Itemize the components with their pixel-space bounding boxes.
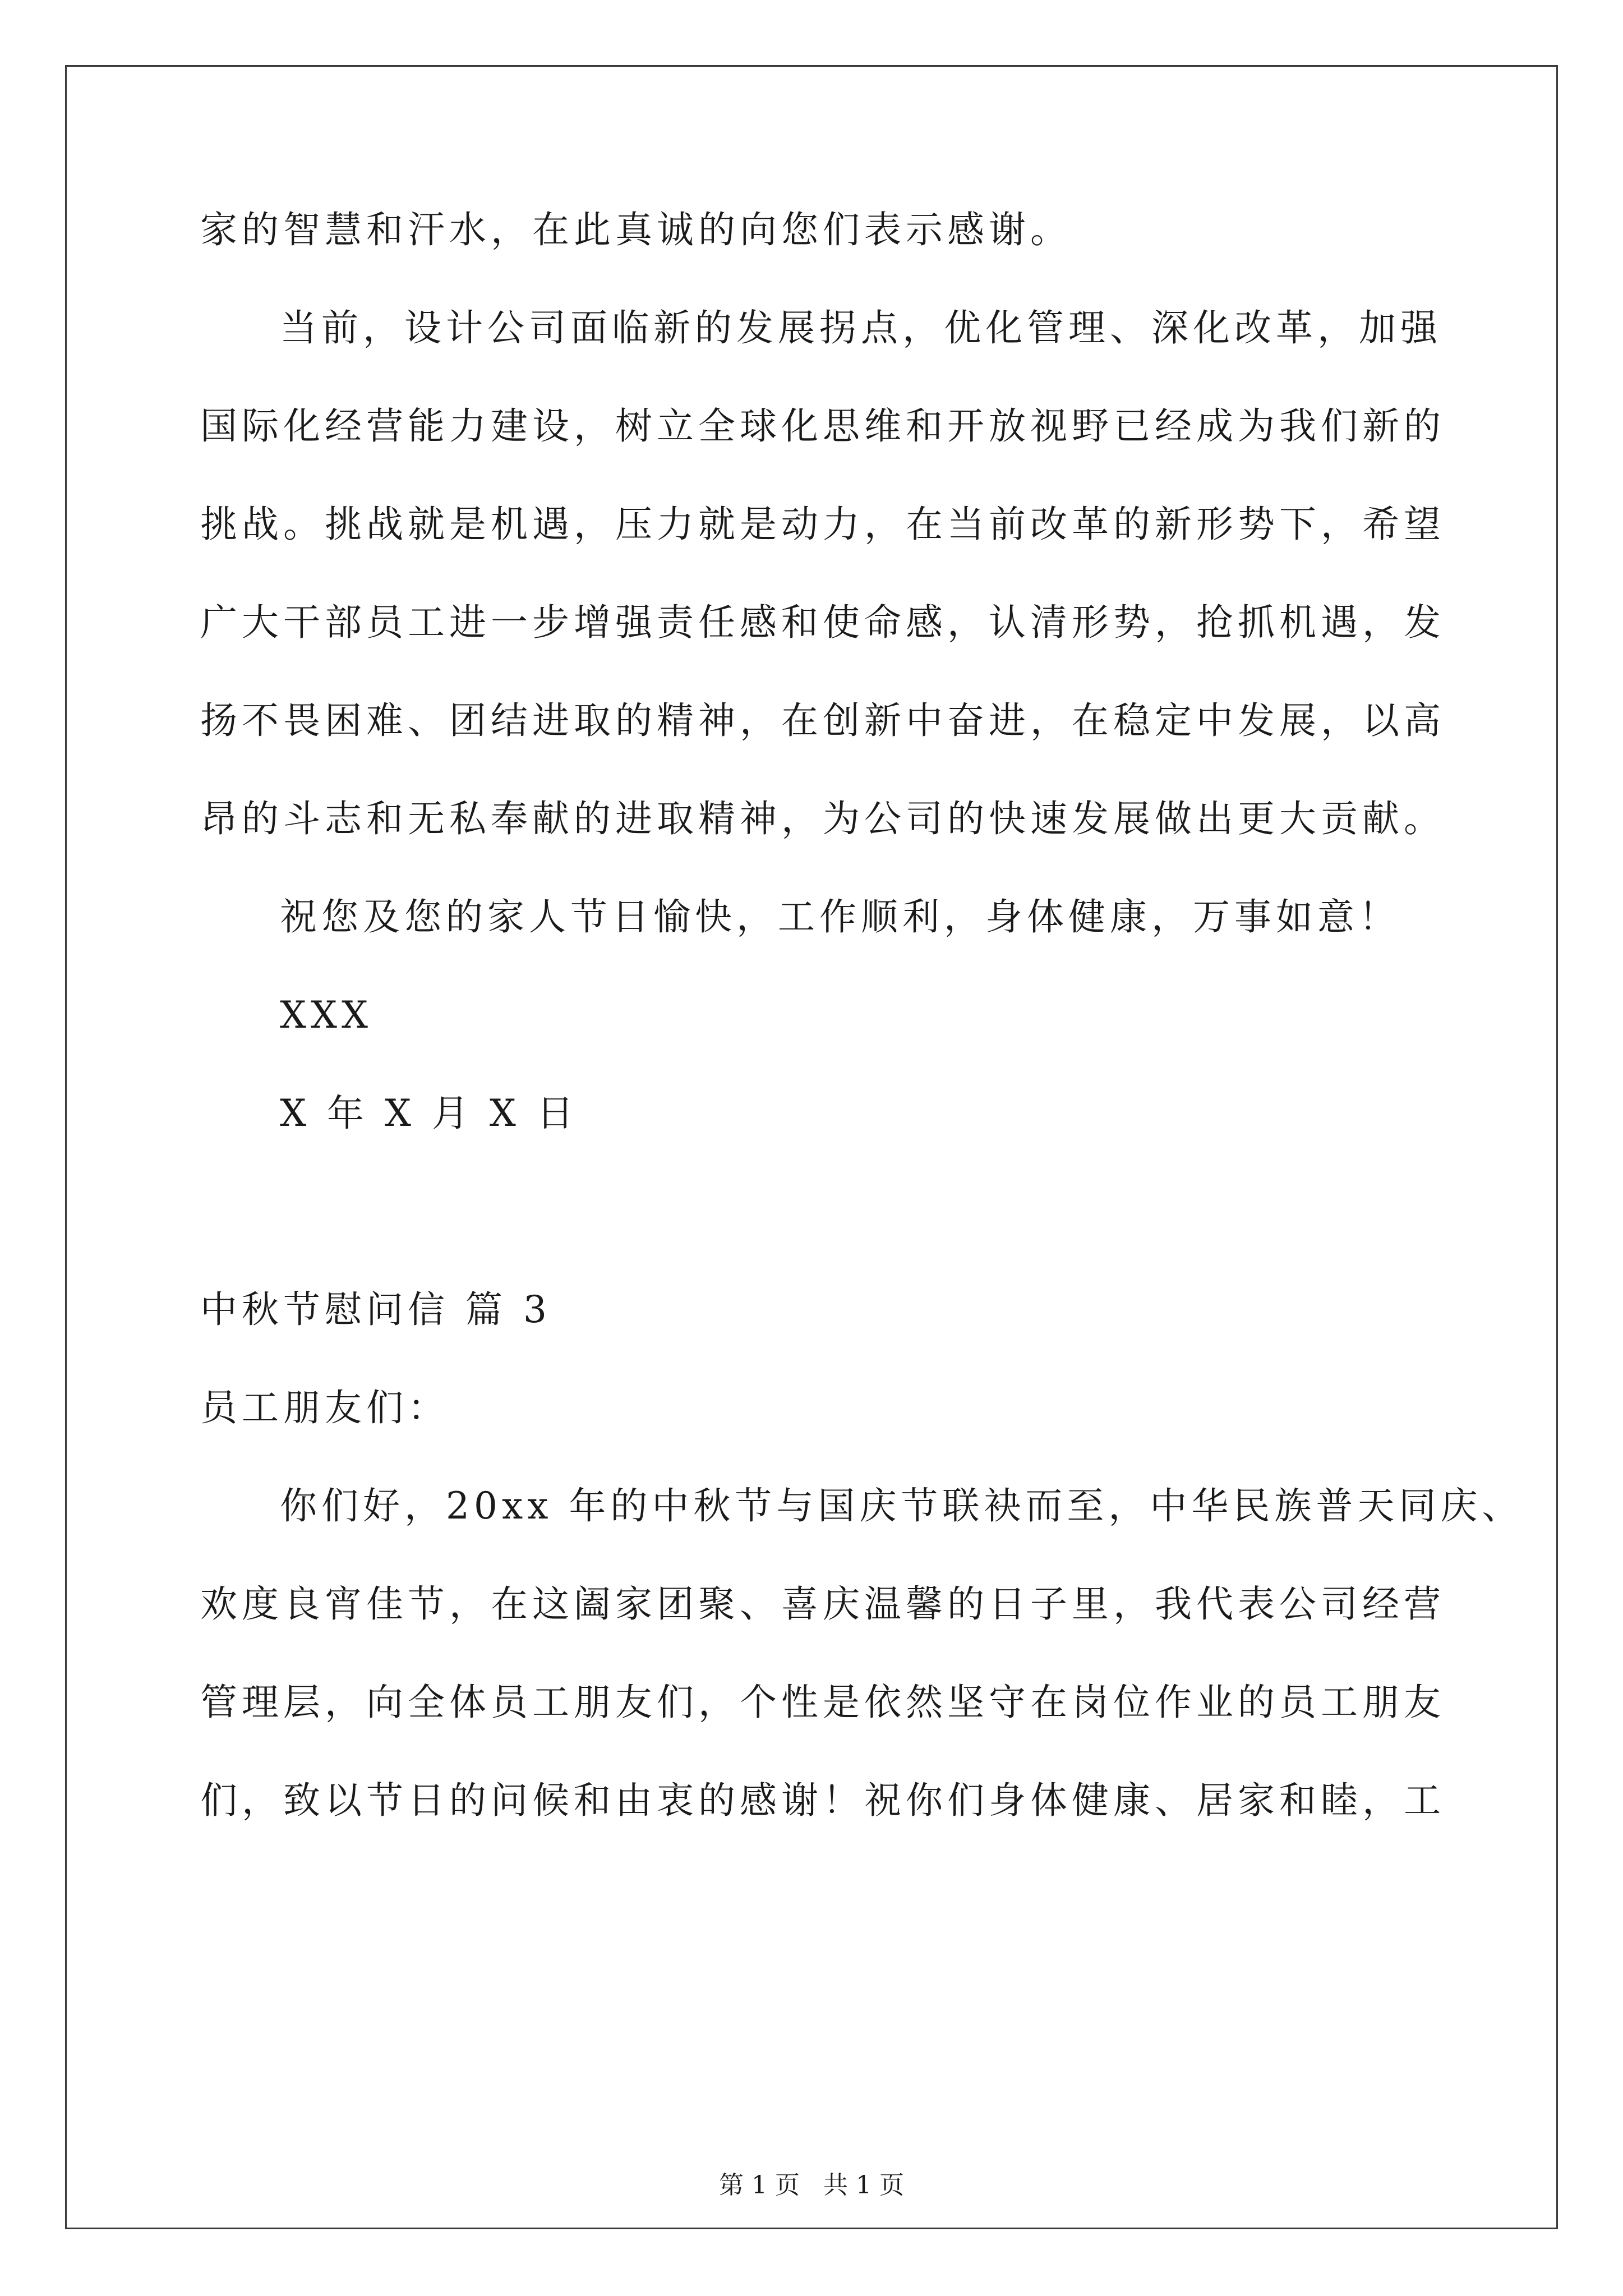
page-footer <box>0 2170 1623 2201</box>
section-title: 中秋节慰问信 篇 3 <box>200 1288 551 1331</box>
page-total: 共 1 页 <box>823 2171 904 2200</box>
paragraph-line: 挑战。挑战就是机遇，压力就是动力，在当前改革的新形势下，希望 <box>200 503 1445 546</box>
signature: XXX <box>280 993 372 1037</box>
greeting-line: 祝您及您的家人节日愉快，工作顺利，身体健康，万事如意！ <box>280 895 1400 938</box>
salutation: 员工朋友们： <box>200 1386 449 1429</box>
paragraph-line: 当前，设计公司面临新的发展拐点，优化管理、深化改革，加强 <box>280 306 1442 349</box>
paragraph-line: 家的智慧和汗水，在此真诚的向您们表示感谢。 <box>200 208 1072 251</box>
paragraph-line: 欢度良宵佳节，在这阖家团聚、喜庆温馨的日子里，我代表公司经营 <box>200 1582 1445 1626</box>
date-line: X 年 X 月 X 日 <box>280 1092 578 1135</box>
page-number: 第 1 页 <box>719 2171 800 2200</box>
paragraph-line: 扬不畏困难、团结进取的精神，在创新中奋进，在稳定中发展，以高 <box>200 699 1445 742</box>
page-border <box>65 65 1558 2229</box>
paragraph-line: 昂的斗志和无私奉献的进取精神，为公司的快速发展做出更大贡献。 <box>200 797 1445 840</box>
paragraph-line: 你们好，20xx 年的中秋节与国庆节联袂而至，中华民族普天同庆、 <box>280 1484 1524 1527</box>
paragraph-line: 国际化经营能力建设，树立全球化思维和开放视野已经成为我们新的 <box>200 404 1445 448</box>
paragraph-line: 们，致以节日的问候和由衷的感谢！祝你们身体健康、居家和睦，工 <box>200 1779 1445 1822</box>
paragraph-line: 广大干部员工进一步增强责任感和使命感，认清形势，抢抓机遇，发 <box>200 601 1445 644</box>
paragraph-line: 管理层，向全体员工朋友们，个性是依然坚守在岗位作业的员工朋友 <box>200 1681 1445 1724</box>
